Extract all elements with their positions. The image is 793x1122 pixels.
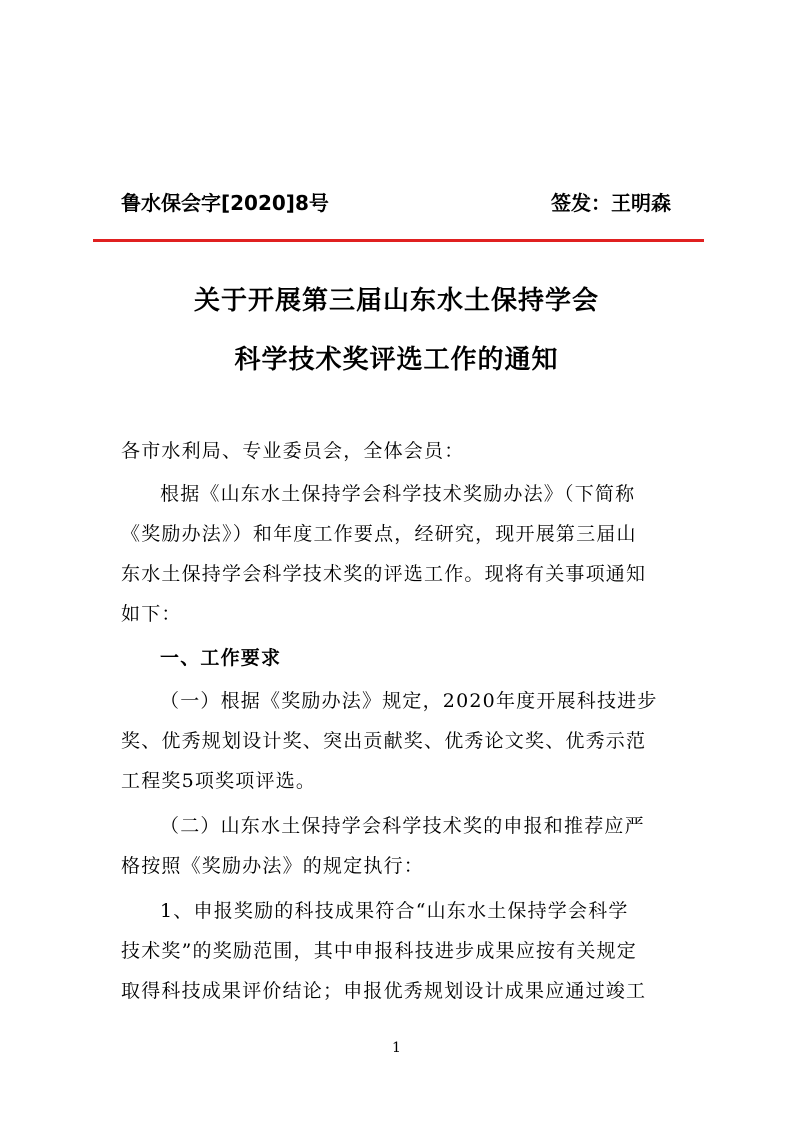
paragraph-line: 工程奖5项奖项评选。: [121, 770, 317, 792]
section-heading: 一、工作要求: [160, 647, 282, 669]
document-title-line-1: 关于开展第三届山东水土保持学会: [193, 286, 599, 316]
paragraph-line: 格按照《奖励办法》的规定执行：: [121, 855, 425, 877]
page-number: 1: [392, 1040, 401, 1056]
paragraph-line: 根据《山东水土保持学会科学技术奖励办法》（下简称: [160, 483, 636, 505]
document-title-line-2: 科学技术奖评选工作的通知: [234, 345, 559, 375]
paragraph-line: 《奖励办法》）和年度工作要点，经研究，现开展第三届山: [121, 523, 637, 545]
paragraph-line: 技术奖”的奖励范围，其中申报科技进步成果应按有关规定: [121, 940, 637, 962]
paragraph-line: 东水土保持学会科学技术奖的评选工作。现将有关事项通知: [121, 563, 647, 585]
salutation: 各市水利局、专业委员会，全体会员：: [121, 440, 465, 462]
document-number: 鲁水保会字[2020]8号: [121, 191, 329, 215]
red-divider-line: [93, 239, 704, 242]
paragraph-line: 取得科技成果评价结论；申报优秀规划设计成果应通过竣工: [121, 980, 647, 1002]
paragraph-line: 1、申报奖励的科技成果符合“山东水土保持学会科学: [160, 900, 629, 922]
paragraph-line: 奖、优秀规划设计奖、突出贡献奖、优秀论文奖、优秀示范: [121, 730, 647, 752]
issuer-signature: 签发：王明森: [551, 191, 671, 215]
paragraph-line: （一）根据《奖励办法》规定，2020年度开展科技进步: [160, 690, 658, 712]
document-header: [121, 187, 671, 215]
paragraph-line: （二）山东水土保持学会科学技术奖的申报和推荐应严: [160, 815, 645, 837]
paragraph-line: 如下：: [121, 603, 182, 625]
